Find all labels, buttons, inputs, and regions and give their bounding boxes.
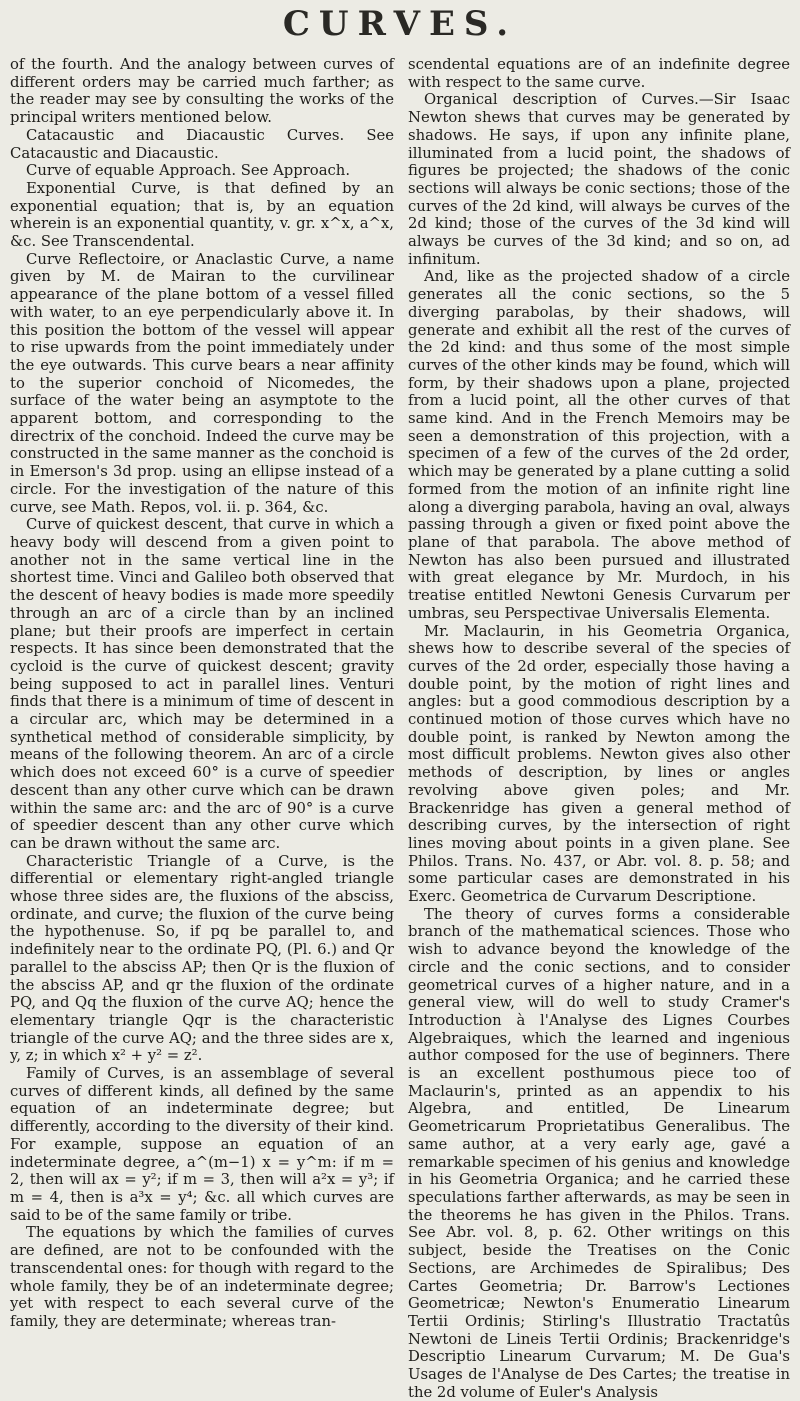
- paragraph: scendental equations are of an indefinite degree with respect to the same curve.: [408, 56, 790, 91]
- paragraph: Curve of quickest descent, that curve in which a heavy body will descend from a given point to another not in the same vertical line in the shortest time. Vinci and Galileo both observed that the descent of heavy bodies is made more speedily through an arc of a circle than by an inclined plane; but their proofs are imperfect in certain respects. It has since been demonstrated that the cycloid is the curve of quickest descent; gravity being supposed to act in parallel lines. Venturi finds that there is a minimum of time of descent in a circular arc, which may be determined in a synthetical method of considerable simplicity, by means of the following theorem. An arc of a circle which does not exceed 60° is a curve of speedier descent than any other curve which can be drawn within the same arc: and the arc of 90° is a curve of speedier descent than any other curve which can be drawn without the same arc.: [10, 516, 394, 852]
- paragraph: of the fourth. And the analogy between curves of different orders may be carried much farther; as the reader may see by consulting the works of the principal writers mentioned below.: [10, 56, 394, 127]
- paragraph: Catacaustic and Diacaustic Curves. See Catacaustic and Diacaustic.: [10, 126, 394, 162]
- left-column: [10, 56, 394, 1336]
- paragraph: The equations by which the families of curves are defined, are not to be confounded with the transcendental ones: for though with regard to the whole family, they be of an indeterminate degree; yet with respect to each several curve of the family, they are determinate; whereas tran-: [10, 1224, 394, 1330]
- paragraph: The theory of curves forms a considerable branch of the mathematical sciences. Those who wish to advance beyond the knowledge of the circle and the conic sections, and to consider geometrical curves of a higher nature, and in a general view, will do well to study Cramer's Introduction à l'Analyse des Lignes Courbes Algebraiques, which the learned and ingenious author composed for the use of beginners. There is an excellent posthumous piece too of Maclaurin's, printed as an appendix to his Algebra, and entitled, De Linearum Geometricarum Proprietatibus Generalibus. The same author, at a very early age, gavé a remarkable specimen of his genius and knowledge in his Geometria Organica; and he carried these speculations farther afterwards, as may be seen in the theorems he has given in the Philos. Trans. See Abr. vol. 8, p. 62. Other writings on this subject, beside the Treatises on the Conic Sections, are Archimedes de Spiralibus; Des Cartes Geometria; Dr. Barrow's Lectiones Geometricæ; Newton's Enumeratio Linearum Tertii Ordinis; Stirling's Illustratio Tractatûs Newtoni de Lineis Tertii Ordinis; Brackenridge's Descriptio Linearum Curvarum; M. De Gua's Usages de l'Analyse de Des Cartes; the treatise in the 2d volume of Euler's Analysis: [408, 905, 790, 1401]
- paragraph: Curve Reflectoire, or Anaclastic Curve, a name given by M. de Mairan to the curvilinear appearance of the plane bottom of a vessel filled with water, to an eye perpendicularly above it. In this position the bottom of the vessel will appear to rise upwards from the point immediately under the eye outwards. This curve bears a near affinity to the superior conchoid of Nicomedes, the surface of the water being an asymptote to the apparent bottom, and corresponding to the directrix of the conchoid. Indeed the curve may be constructed in the same manner as the conchoid is in Emerson's 3d prop. using an ellipse instead of a circle. For the investigation of the nature of this curve, see Math. Repos, vol. ii. p. 364, &c.: [10, 250, 394, 516]
- paragraph: Mr. Maclaurin, in his Geometria Organica, shews how to describe several of the species of curves of the 2d order, especially those having a double point, by the motion of right lines and angles: but a good commodious description by a continued motion of those curves which have no double point, is ranked by Newton among the most difficult problems. Newton gives also other methods of description, by lines or angles revolving above given poles; and Mr. Brackenridge has given a general method of describing curves, by the intersection of right lines moving about points in a given plane. See Philos. Trans. No. 437, or Abr. vol. 8. p. 58; and some particular cases are demonstrated in his Exerc. Geometrica de Curvarum Descriptione.: [408, 622, 790, 906]
- paragraph: Organical description of Curves.—Sir Isaac Newton shews that curves may be generated by shadows. He says, if upon any infinite plane, illuminated from a lucid point, the shadows of figures be projected; the shadows of the conic sections will always be conic sections; those of the curves of the 2d kind, will always be curves of the 2d kind; those of the curves of the 3d kind will always be curves of the 3d kind; and so on, ad infinitum.: [408, 91, 790, 268]
- paragraph: Family of Curves, is an assemblage of several curves of different kinds, all defined by the same equation of an indeterminate degree; but differently, according to the diversity of their kind. For example, suppose an equation of an indeterminate degree, a^(m−1) x = y^m: if m = 2, then will ax = y²; if m = 3, then will a²x = y³; if m = 4, then is a³x = y⁴; &c. all which curves are said to be of the same family or tribe.: [10, 1065, 394, 1224]
- paragraph: Characteristic Triangle of a Curve, is the differential or elementary right-angled triangle whose three sides are, the fluxions of the absciss, ordinate, and curve; the fluxion of the curve being the hypothenuse. So, if pq be parallel to, and indefinitely near to the ordinate PQ, (Pl. 6.) and Qr parallel to the absciss AP; then Qr is the fluxion of the absciss AP, and qr the fluxion of the ordinate PQ, and Qq the fluxion of the curve AQ; hence the elementary triangle Qqr is the characteristic triangle of the curve AQ; and the three sides are x, y, z; in which x² + y² = z².: [10, 852, 394, 1065]
- right-column: [408, 56, 790, 1401]
- paragraph: Curve of equable Approach. See Approach.: [26, 162, 351, 180]
- paragraph: And, like as the projected shadow of a circle generates all the conic sections, so the 5 diverging parabolas, by their shadows, will generate and exhibit all the rest of the curves of the 2d kind: and thus some of the most simple curves of the other kinds may be found, which will form, by their shadows upon a plane, projected from a lucid point, all the other curves of that same kind. And in the French Memoirs may be seen a demonstration of this projection, with a specimen of a few of the curves of the 2d order, which may be generated by a plane cutting a solid formed from the motion of an infinite right line along a diverging parabola, having an oval, always passing through a given or fixed point above the plane of that parabola. The above method of Newton has also been pursued and illustrated with great elegance by Mr. Murdoch, in his treatise entitled Newtoni Genesis Curvarum per umbras, seu Perspectivae Universalis Elementa.: [408, 268, 790, 622]
- running-header: CURVES.: [282, 4, 518, 44]
- paragraph: Exponential Curve, is that defined by an exponential equation; that is, by an equation wherein is an exponential quantity, v. gr. x^x, a^x, &c. See Transcendental.: [10, 179, 394, 251]
